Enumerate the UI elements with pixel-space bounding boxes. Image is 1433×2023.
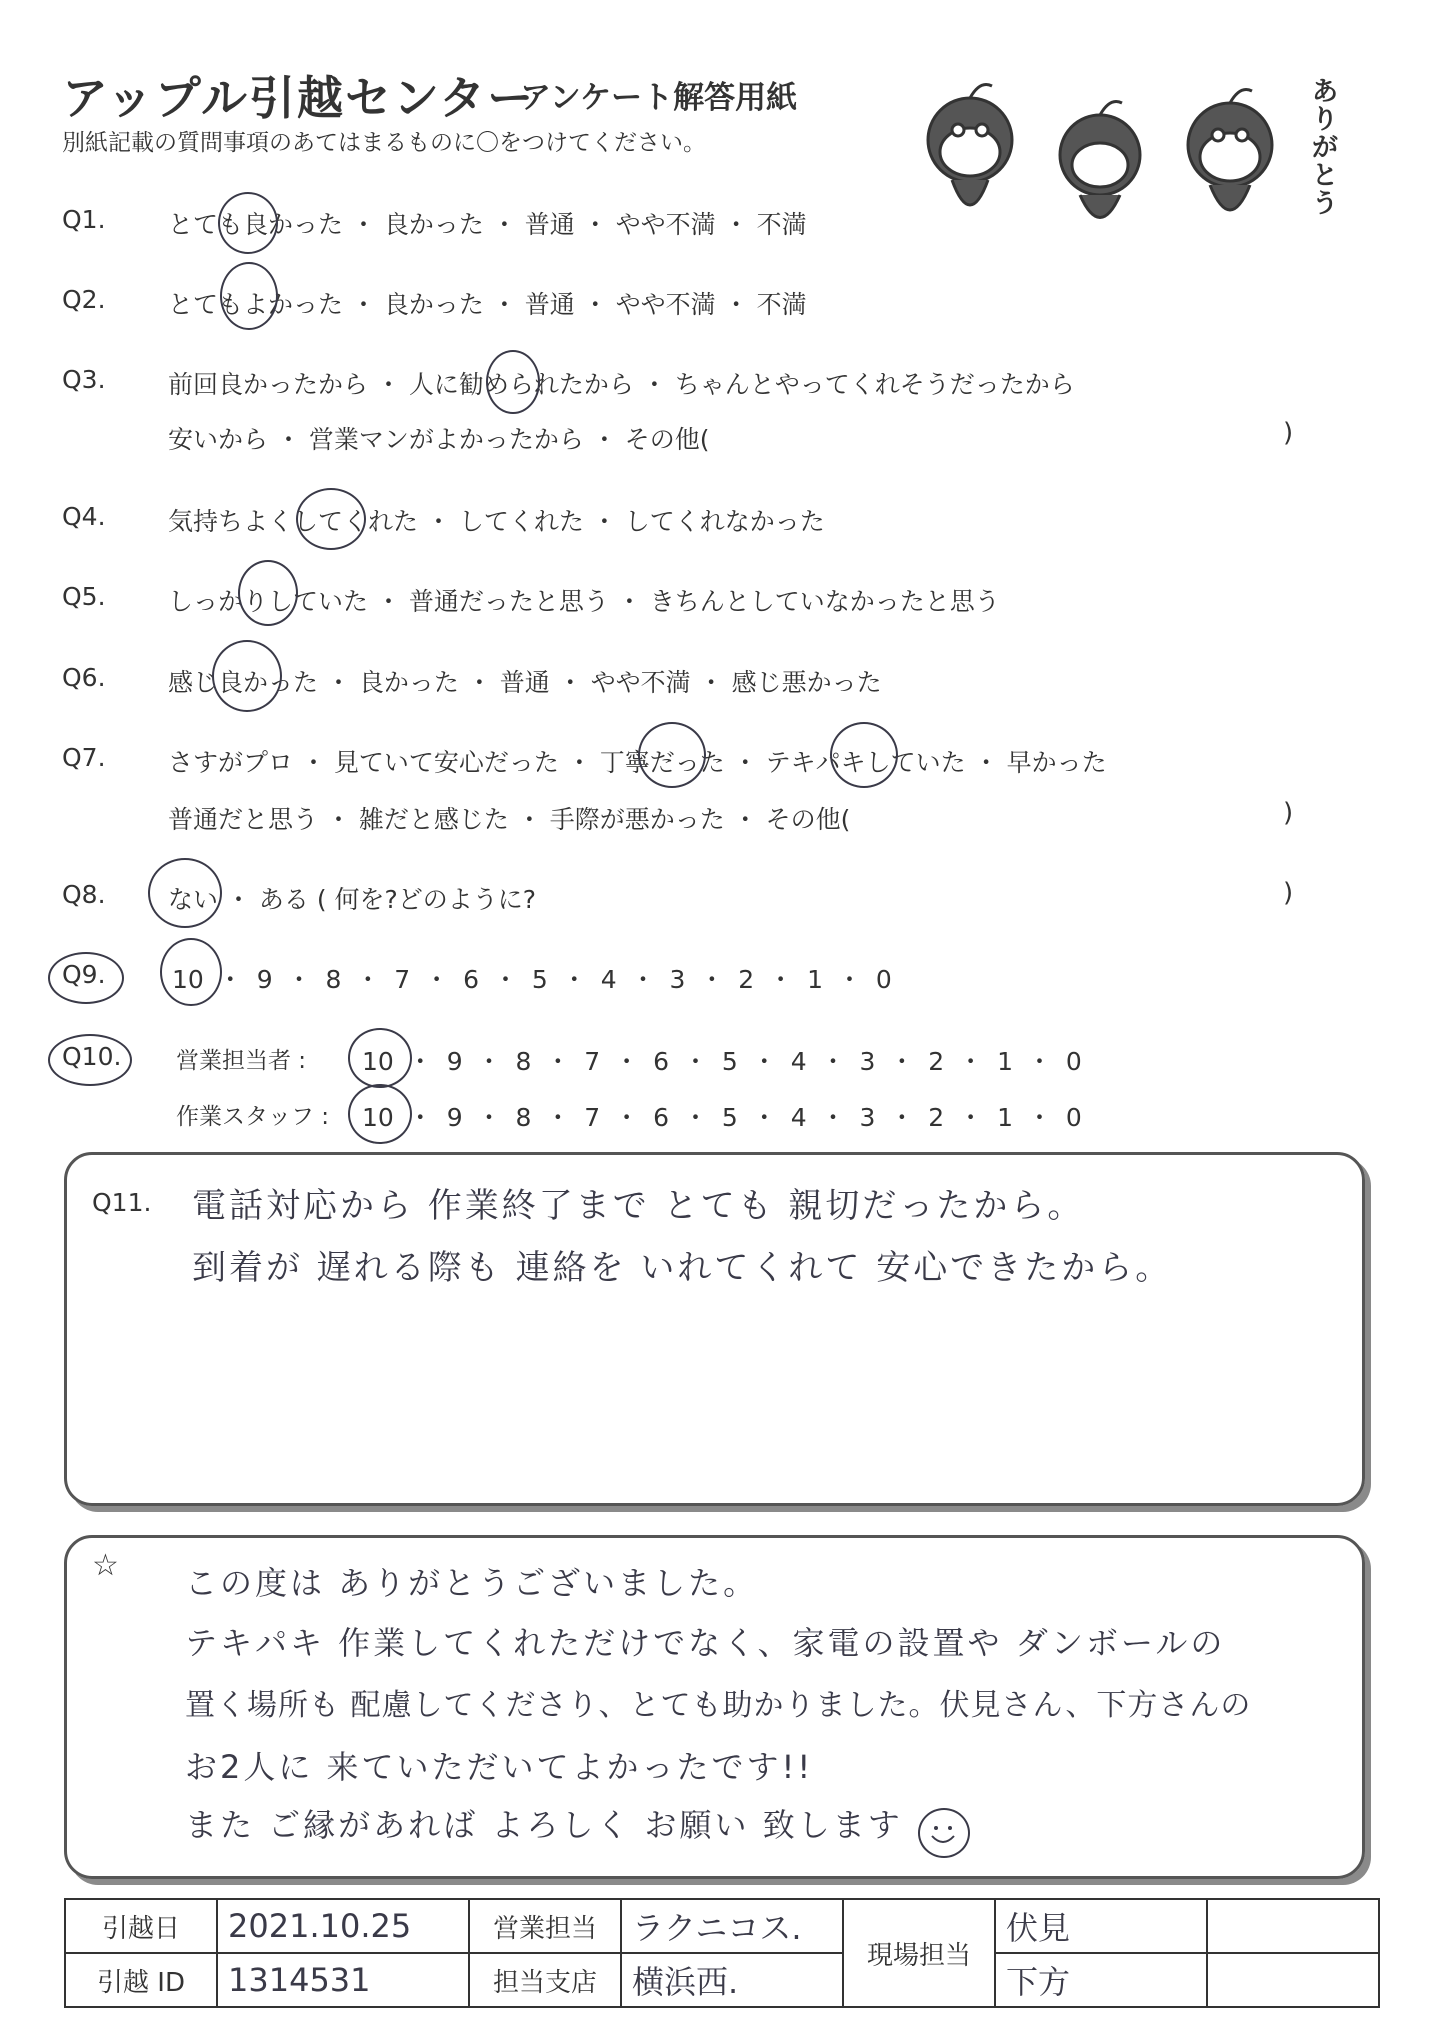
q7-close-paren: )	[1283, 798, 1294, 828]
form-title: アンケート解答用紙	[520, 80, 798, 116]
mascot-icon	[1188, 90, 1272, 211]
q10-label: Q10.	[62, 1042, 122, 1071]
q9-label: Q9.	[62, 960, 106, 989]
q8-options[interactable]: ない ・ ある ( 何を?どのように?	[168, 885, 537, 914]
q3-options-line2[interactable]: 安いから ・ 営業マンがよかったから ・ その他(	[168, 425, 710, 454]
comment-line2: テキパキ 作業してくれただけでなく、家電の設置や ダンボールの	[185, 1624, 1226, 1662]
star-icon: ☆	[92, 1548, 119, 1583]
q5-options[interactable]: しっかりしていた ・ 普通だったと思う ・ きちんとしていなかったと思う	[168, 587, 1000, 616]
instruction-text: 別紙記載の質問事項のあてはまるものに〇をつけてください。	[62, 130, 706, 156]
q5-selection-circle	[238, 560, 298, 626]
q7-selection-circle	[830, 722, 898, 788]
q7-options-line2[interactable]: 普通だと思う ・ 雑だと感じた ・ 手際が悪かった ・ その他(	[168, 805, 851, 834]
empty-cell	[1207, 1899, 1379, 1953]
site-staff-label: 現場担当	[843, 1899, 995, 2007]
q6-selection-circle	[212, 640, 282, 712]
move-id-label: 引越 ID	[65, 1953, 217, 2007]
q4-options[interactable]: 気持ちよくしてくれた ・ してくれた ・ してくれなかった	[168, 507, 825, 536]
q3-label: Q3.	[62, 365, 106, 394]
branch-value: 横浜西.	[621, 1953, 843, 2007]
q3-options-line1[interactable]: 前回良かったから ・ 人に勧められたから ・ ちゃんとやってくれそうだったから	[168, 370, 1075, 399]
comment-line1: この度は ありがとうございました。	[185, 1564, 759, 1602]
empty-cell	[1207, 1953, 1379, 2007]
q1-label: Q1.	[62, 205, 106, 234]
q10-staff-selection-circle	[348, 1084, 412, 1144]
move-date-label: 引越日	[65, 1899, 217, 1953]
q11-answer-line1: 電話対応から 作業終了まで とても 親切だったから。	[192, 1186, 1085, 1226]
q9-scale[interactable]: 10 ・ 9 ・ 8 ・ 7 ・ 6 ・ 5 ・ 4 ・ 3 ・ 2 ・ 1 ・ 0	[172, 965, 892, 994]
q4-selection-circle	[296, 488, 366, 550]
q1-selection-circle	[218, 192, 278, 254]
move-date-value: 2021.10.25	[217, 1899, 469, 1953]
q6-options[interactable]: 感じ良かった ・ 良かった ・ 普通 ・ やや不満 ・ 感じ悪かった	[168, 668, 882, 697]
q1-options[interactable]: とても良かった ・ 良かった ・ 普通 ・ やや不満 ・ 不満	[168, 210, 807, 239]
comment-line4: お2人に 来ていただいてよかったです!!	[185, 1748, 814, 1786]
q3-close-paren: )	[1283, 418, 1294, 448]
sales-label: 営業担当	[469, 1899, 621, 1953]
mascot-icon	[928, 85, 1012, 206]
q2-options[interactable]: とてもよかった ・ 良かった ・ 普通 ・ やや不満 ・ 不満	[168, 290, 807, 319]
comment-line5: また ご縁があれば よろしく お願い 致します	[185, 1806, 903, 1844]
q4-label: Q4.	[62, 502, 106, 531]
q9-selection-circle	[160, 938, 222, 1006]
move-id-value: 1314531	[217, 1953, 469, 2007]
q7-options-line1[interactable]: さすがプロ ・ 見ていて安心だった ・ 丁寧だった ・ テキパキしていた ・ 早かった	[168, 748, 1107, 777]
q3-selection-circle	[486, 350, 540, 414]
q2-selection-circle	[220, 262, 278, 330]
comment-line3: 置く場所も 配慮してくださり、とても助かりました。伏見さん、下方さんの	[185, 1688, 1252, 1723]
q2-label: Q2.	[62, 285, 106, 314]
q11-label: Q11.	[92, 1188, 152, 1217]
q7-selection-circle	[638, 722, 706, 788]
mascot-icon	[1060, 102, 1140, 218]
footer-info-table	[64, 1898, 1380, 2008]
q5-label: Q5.	[62, 582, 106, 611]
q8-selection-circle	[148, 858, 222, 928]
q10-sales-selection-circle	[348, 1028, 412, 1088]
mascot-caption: ありがとう	[1312, 77, 1339, 219]
sales-value: ラクニコス.	[621, 1899, 843, 1953]
q10-sales-scale[interactable]: 10 ・ 9 ・ 8 ・ 7 ・ 6 ・ 5 ・ 4 ・ 3 ・ 2 ・ 1 ・ 0	[362, 1047, 1082, 1076]
site-staff-1: 伏見	[995, 1899, 1207, 1953]
mascot-illustration	[890, 60, 1340, 240]
q11-answer-line2: 到着が 遅れる際も 連絡を いれてくれて 安心できたから。	[192, 1248, 1173, 1288]
q9-label-circle	[48, 952, 124, 1004]
branch-label: 担当支店	[469, 1953, 621, 2007]
q10-staff-scale[interactable]: 10 ・ 9 ・ 8 ・ 7 ・ 6 ・ 5 ・ 4 ・ 3 ・ 2 ・ 1 ・ 0	[362, 1103, 1082, 1132]
q10-label-circle	[48, 1034, 132, 1086]
q7-label: Q7.	[62, 743, 106, 772]
company-name: アップル引越センター	[62, 71, 536, 125]
q8-label: Q8.	[62, 880, 106, 909]
site-staff-2: 下方	[995, 1953, 1207, 2007]
q6-label: Q6.	[62, 663, 106, 692]
q10-staff-label: 作業スタッフ :	[176, 1104, 330, 1130]
q8-close-paren: )	[1283, 878, 1294, 908]
smiley-icon	[918, 1808, 970, 1858]
q10-sales-label: 営業担当者 :	[176, 1048, 307, 1074]
